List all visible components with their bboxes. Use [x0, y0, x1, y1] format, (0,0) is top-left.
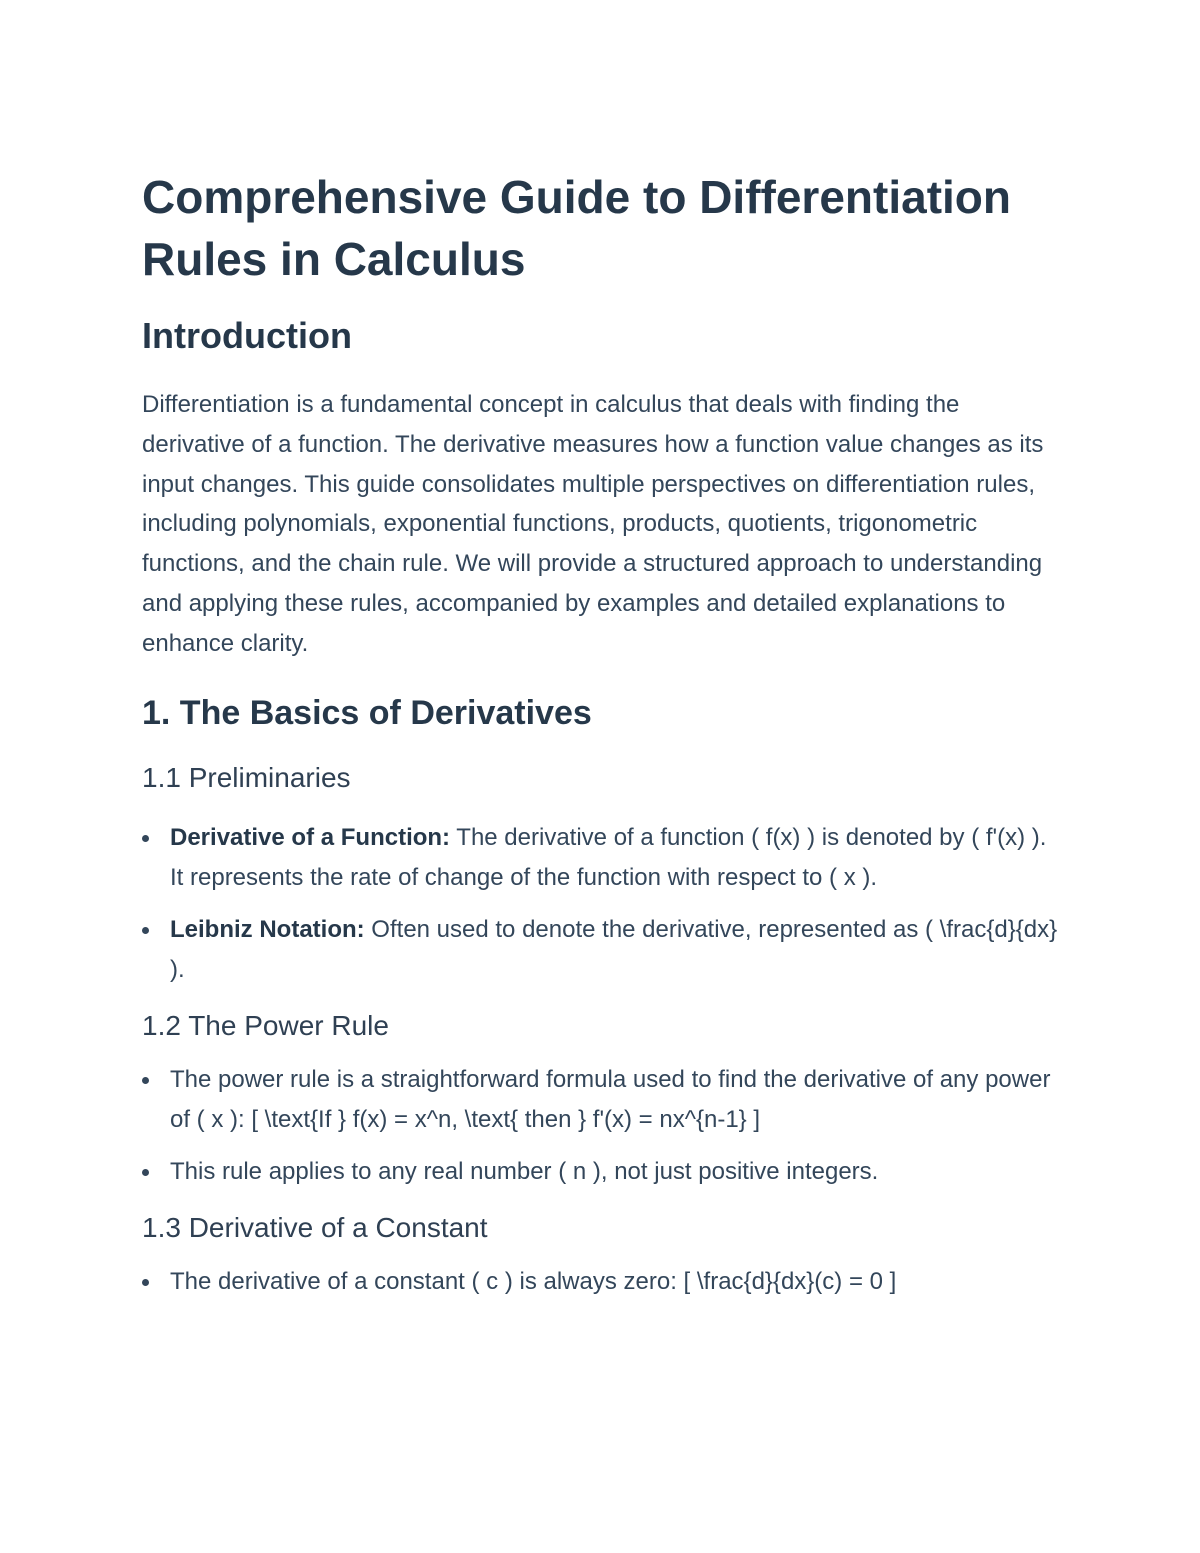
constant-rule-list	[142, 1262, 1062, 1302]
list-item	[142, 1060, 1062, 1140]
bullet-icon	[142, 1077, 149, 1084]
subsection-preliminaries-heading: 1.1 Preliminaries	[142, 761, 351, 793]
item-text: The power rule is a straightforward formula used to find the derivative of any power of ( x ): [ \text{If } f(x) = x^n, \text{ then } f'(x) = nx^{n-1} ]	[170, 1065, 1051, 1133]
preliminaries-list	[142, 818, 1062, 990]
bullet-icon	[142, 1169, 149, 1176]
list-item	[142, 1152, 1062, 1192]
list-item	[142, 1262, 1062, 1302]
term-label: Leibniz Notation:	[170, 915, 365, 943]
subsection-power-rule-heading: 1.2 The Power Rule	[142, 1009, 389, 1041]
page-title: Comprehensive Guide to Differentiation Rules in Calculus	[142, 171, 1011, 285]
item-text: The derivative of a function ( f(x) ) is denoted by ( f'(x) ). It represents the rate of change of the function with respect to ( x ).	[170, 823, 1047, 891]
bullet-icon	[142, 1279, 149, 1286]
section-basics-heading: 1. The Basics of Derivatives	[142, 693, 592, 732]
bullet-icon	[142, 835, 149, 842]
document-page	[142, 166, 1062, 1314]
item-text: This rule applies to any real number ( n ), not just positive integers.	[170, 1157, 879, 1185]
introduction-paragraph: Differentiation is a fundamental concept in calculus that deals with finding the derivative of a function. The derivative measures how a function value changes as its input changes. This guide consolidates multiple perspectives on differentiation rules, including polynomials, exponential functions, products, quotients, trigonometric functions, and the chain rule. We will provide a structured approach to understanding and applying these rules, accompanied by examples and detailed explanations to enhance clarity.	[142, 391, 1044, 657]
list-item	[142, 910, 1062, 990]
power-rule-list	[142, 1060, 1062, 1192]
introduction-heading: Introduction	[142, 315, 352, 356]
item-text: Often used to denote the derivative, represented as ( \frac{d}{dx} ).	[170, 915, 1058, 983]
subsection-constant-heading: 1.3 Derivative of a Constant	[142, 1211, 488, 1243]
list-item	[142, 818, 1062, 898]
bullet-icon	[142, 927, 149, 934]
term-label: Derivative of a Function:	[170, 823, 451, 851]
item-text: The derivative of a constant ( c ) is always zero: [ \frac{d}{dx}(c) = 0 ]	[170, 1267, 897, 1295]
